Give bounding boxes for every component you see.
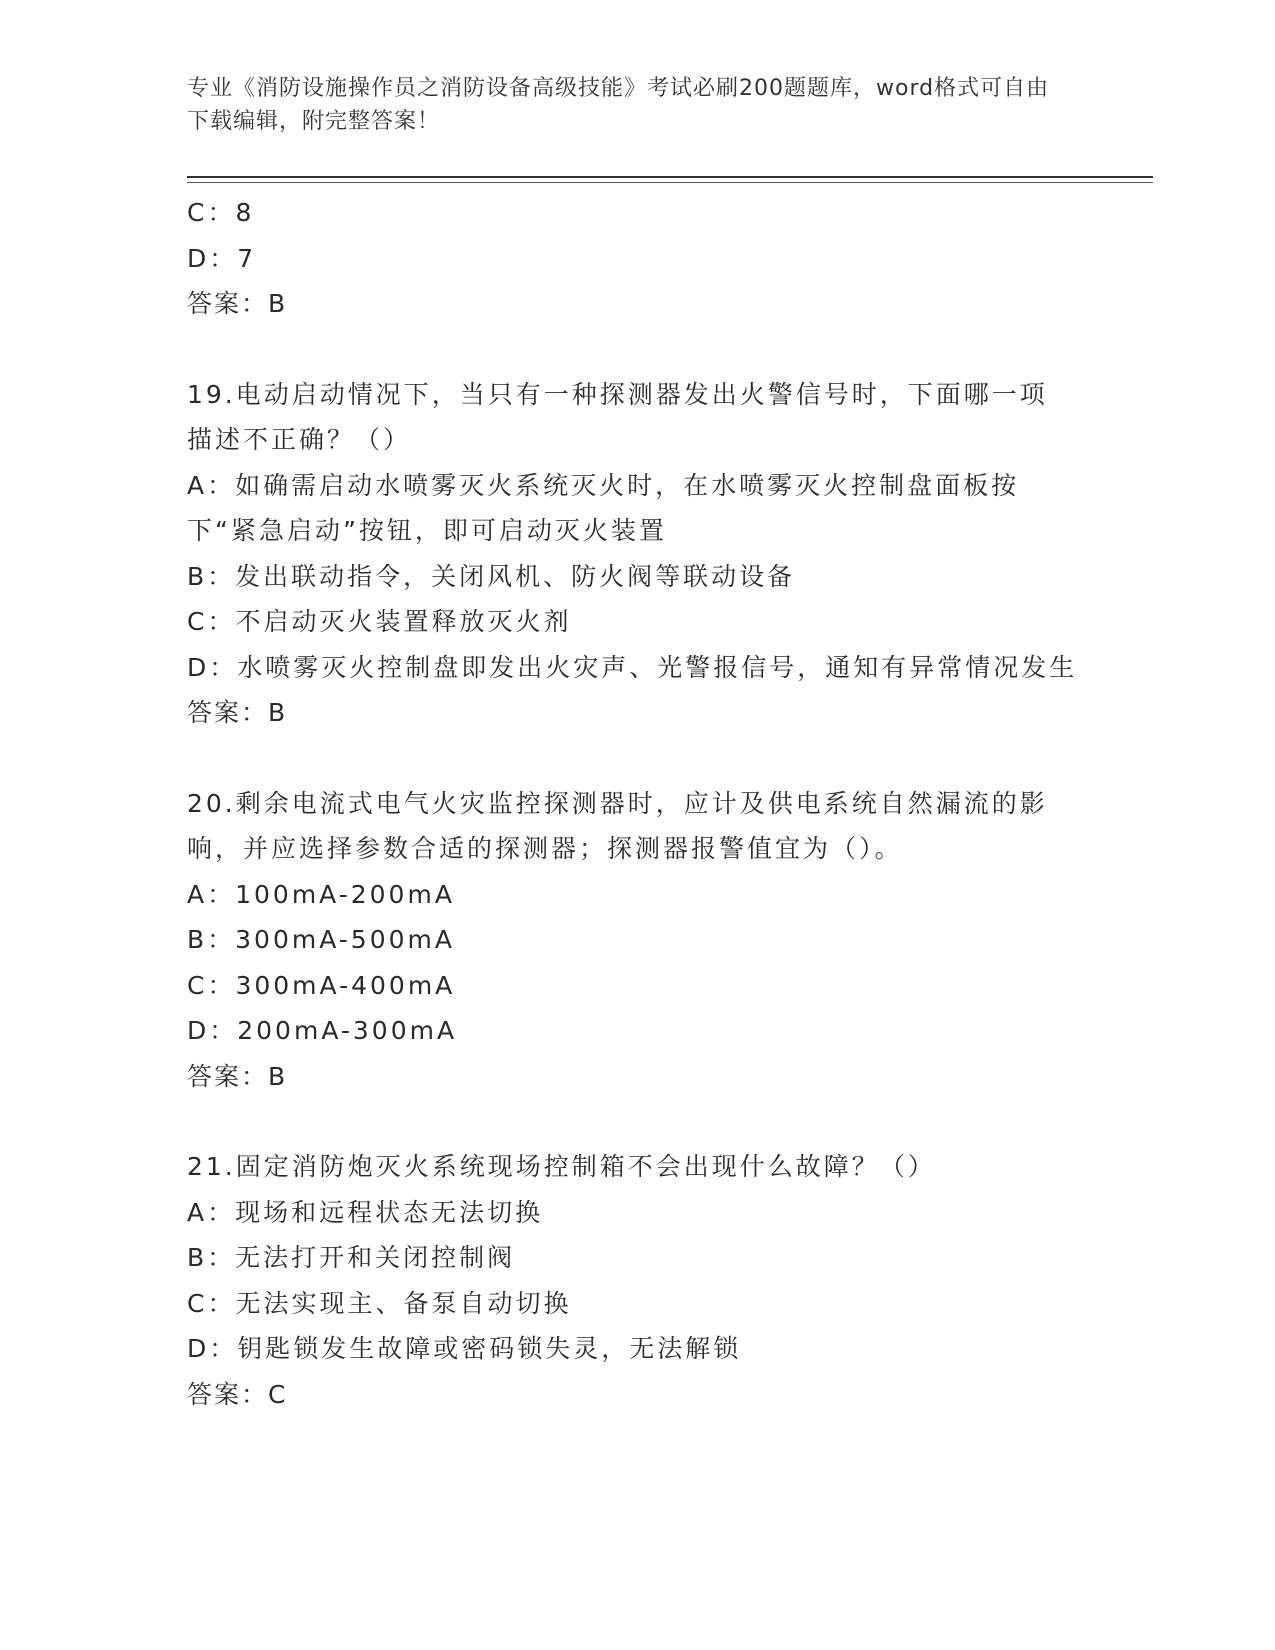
question-18-remainder	[187, 190, 1087, 327]
document-body	[187, 190, 1087, 1462]
option-c: C：不启动灭火装置释放灭火剂	[187, 607, 572, 636]
option-a: A：现场和远程状态无法切换	[187, 1197, 544, 1227]
page-header: 专业《消防设施操作员之消防设备高级技能》考试必刷200题题库，word格式可自由下载编辑，附完整答案！	[187, 76, 1050, 134]
option-d: D：7	[187, 243, 257, 273]
question-19	[187, 372, 1087, 736]
answer: 答案：B	[187, 698, 288, 727]
question-text: 19.电动启动情况下，当只有一种探测器发出火警信号时，下面哪一项描述不正确？（）	[187, 379, 1048, 454]
header-divider-thick	[187, 176, 1153, 178]
question-text: 20.剩余电流式电气火灾监控探测器时，应计及供电系统自然漏流的影响，并应选择参数合适的探测器；探测器报警值宜为（）。	[187, 788, 1048, 863]
answer: 答案：B	[187, 289, 288, 318]
option-a: A：100mA-200mA	[187, 879, 455, 909]
option-c: C：300mA-400mA	[187, 970, 456, 1000]
option-c: C：8	[187, 198, 255, 227]
answer: 答案：B	[187, 1061, 288, 1091]
option-d: D：钥匙锁发生故障或密码锁失灵，无法解锁	[187, 1334, 742, 1363]
option-a: A：如确需启动水喷雾灭火系统灭火时，在水喷雾灭火控制盘面板按下“紧急启动”按钮，即可启动灭火装置	[187, 470, 1020, 545]
option-d: D：水喷雾灭火控制盘即发出火灾声、光警报信号，通知有异常情况发生	[187, 652, 1078, 682]
header-divider-thin	[187, 182, 1153, 183]
question-20	[187, 781, 1087, 1100]
answer: 答案：C	[187, 1379, 288, 1409]
option-b: B：300mA-500mA	[187, 925, 455, 954]
question-text: 21.固定消防炮灭火系统现场控制箱不会出现什么故障？（）	[187, 1152, 936, 1181]
option-b: B：无法打开和关闭控制阀	[187, 1243, 516, 1272]
question-21	[187, 1144, 1087, 1417]
option-d: D：200mA-300mA	[187, 1016, 458, 1045]
option-b: B：发出联动指令，关闭风机、防火阀等联动设备	[187, 561, 796, 591]
option-c: C：无法实现主、备泵自动切换	[187, 1288, 572, 1318]
